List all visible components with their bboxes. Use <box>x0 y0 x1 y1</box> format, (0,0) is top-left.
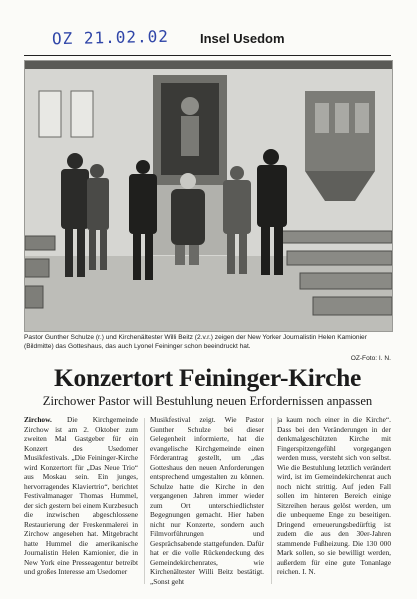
photo-credit: OZ-Foto: I. N. <box>350 355 391 362</box>
article-column-1 <box>24 415 138 587</box>
article-column-3 <box>277 415 391 587</box>
article-column-2 <box>150 415 264 587</box>
column-3-text: ja kaum noch einer in die Kirche“. Dass bei den Veränderungen in der denkmalgeschützten Kirche mit Fingerspitzengefühl vorgegangen werden muss, versteht sich von selbst. Wie die Bestuhlung letztlich verändert wird, ist im Gemeindekirchenrat auch noch nicht strittig. Auf jeden Fall sollen im hinteren Bereich einige Sitzreihen heraus gelöst werden, um die unbequeme Enge zu beseitigen. Dringend erneuerungsbedürftig ist zudem die aus den 30er-Jahren stammende Fußheizung. Die 130 000 Mark sollen, so sie bewilligt werden, außerdem für eine gute Tonanlage reichen. <box>277 415 391 576</box>
column-1-text: Die Kirchgemeinde Zirchow ist am 2. Oktober zum zweiten Mal Gastgeber für ein Konzert des Usedomer Musikfestivals. „Die Feininger-Kirche wird Konzertort für „Das Neue Trio“ aus Moskau sein. Ein junges, hervorragendes Klaviertrio“, berichtet Festivalmanager Thomas Hummel, der sich gestern bei einem Kurzbesuch die inzwischen abgeschlossene Restaurierung der Freskenmalerei in Zirchow angesehen hat. Mitgebracht hatte Hummel die amerikanische Journalistin Helen Kamionier, die in New York eine Presseagentur betreibt und großes Interesse am Usedomer <box>24 415 138 576</box>
article-byline: I. N. <box>302 567 316 576</box>
caption-text: Pastor Gunther Schulze (r.) und Kirchenältester Willi Beitz (2.v.r.) zeigen der New Yorker Journalistin Helen Kamionier (Bildmitte) das Gotteshaus, das auch Lyonel Feininger schon beeindruckt hat. <box>24 334 367 350</box>
article-subheadline: Zirchower Pastor will Bestuhlung neuen Erfordernissen anpassen <box>42 394 373 408</box>
photo-illustration <box>25 61 392 331</box>
article-headline: Konzertort Feininger-Kirche <box>53 363 361 392</box>
column-2-text: Musikfestival zeigt. Wie Pastor Gunther Schulze bei dieser Gelegenheit informierte, hat die evangelische Kirchgemeinde einen Förderantrag gestellt, um „das Gotteshaus den neuen Anforderungen entsprechend umgestalten zu können. Schulze hatte die Kirche in den vergangenen Jahren immer wieder zum Ort unterschiedlichster Begegnungen gemacht. Hier haben nicht nur Konzerte, sondern auch Filmvorführungen und Gesprächsabende stattgefunden. Dafür hat er die volle Rückendeckung des Gemeindekirchenrates, wie Kirchenältester Willi Beitz bestätigt. „Sonst geht <box>150 415 264 586</box>
header-divider <box>24 55 391 56</box>
column-divider <box>271 418 272 584</box>
church-interior-photo <box>24 60 393 332</box>
dateline: Zirchow. <box>24 415 52 424</box>
photo-caption <box>24 333 391 363</box>
section-title: Insel Usedom <box>200 31 285 46</box>
column-divider <box>144 418 145 584</box>
handwritten-date: OZ 21.02.02 <box>51 26 170 49</box>
